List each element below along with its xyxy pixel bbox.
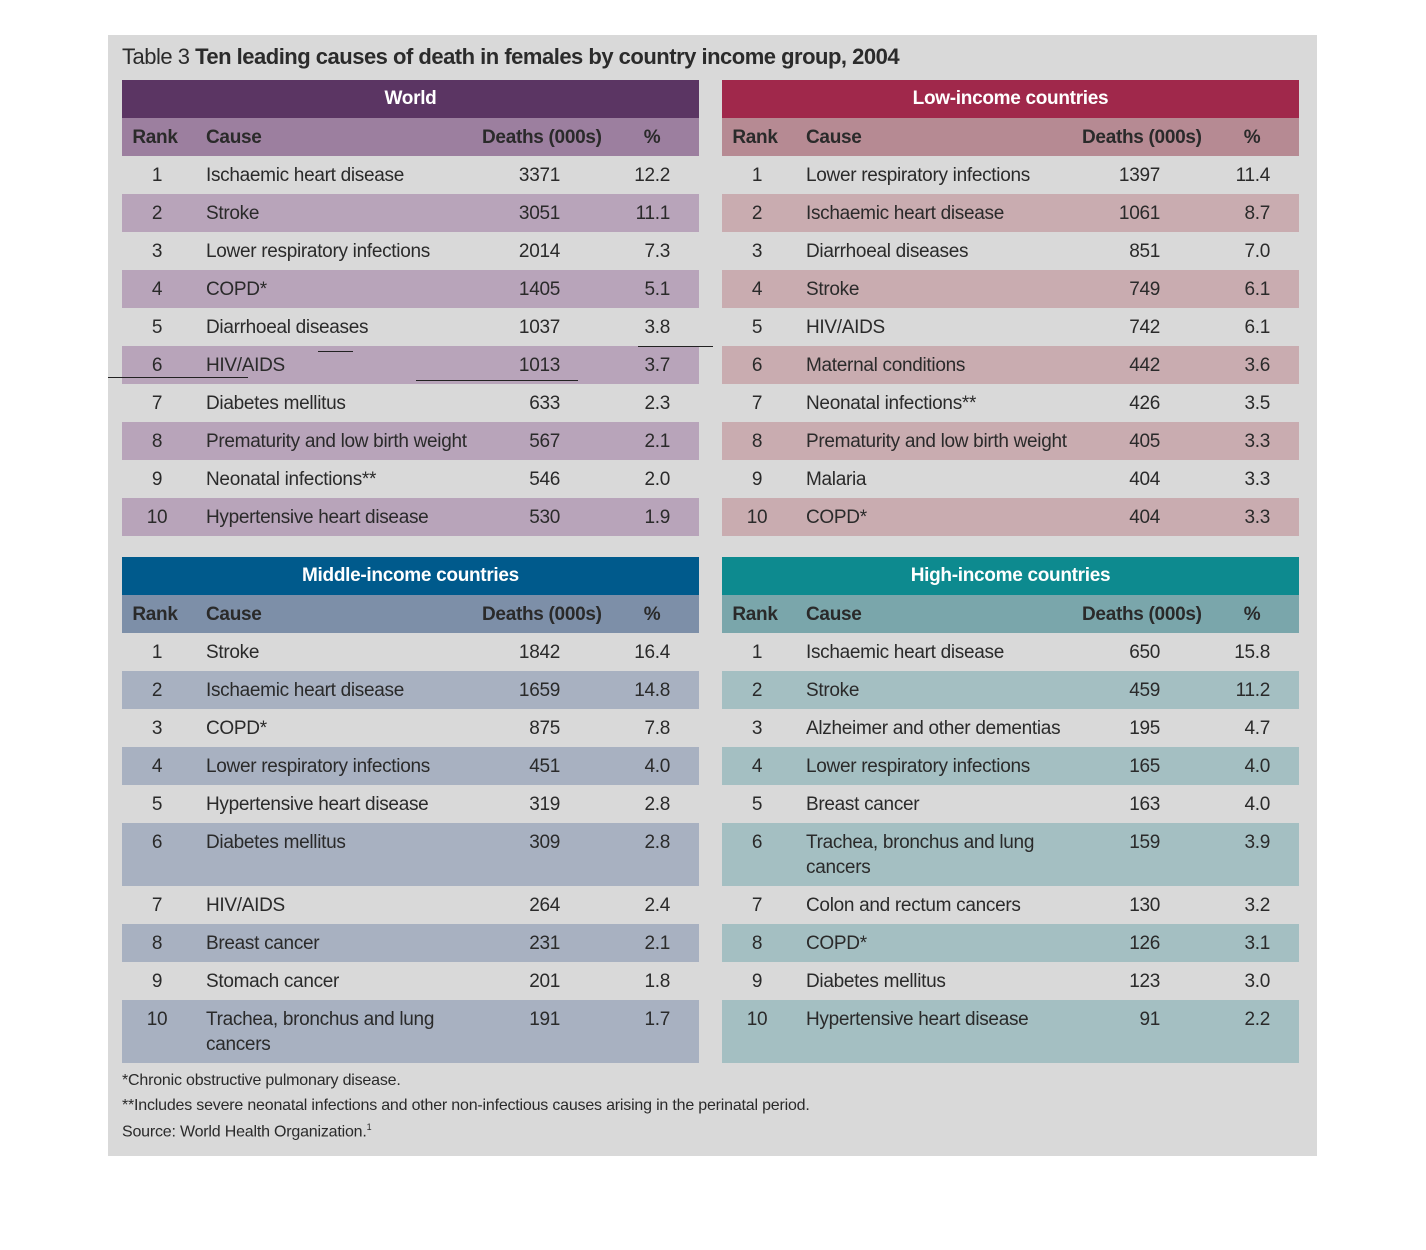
cell-pct: 4.0	[644, 756, 670, 777]
cell-pct: 1.9	[644, 507, 670, 528]
cell-pct: 5.1	[644, 279, 670, 300]
cell-pct: 11.4	[1235, 165, 1270, 186]
cell-cause: Trachea, bronchus and lung cancers	[206, 1009, 435, 1055]
cell-rank: 10	[746, 1009, 768, 1030]
cell-pct: 3.7	[644, 355, 670, 376]
table-title-text: Ten leading causes of death in females by country income group, 2004	[195, 44, 900, 69]
cell-deaths: 264	[529, 895, 560, 916]
cell-rank: 6	[151, 355, 163, 376]
cell-cause: Maternal conditions	[806, 355, 966, 376]
cell-cause: Lower respiratory infections	[206, 756, 430, 777]
cell-deaths: 1061	[1118, 203, 1160, 224]
cell-rank: 3	[751, 241, 763, 262]
table-row	[122, 270, 699, 308]
table-row	[122, 962, 699, 1000]
table-row	[722, 346, 1299, 384]
cell-deaths: 567	[529, 431, 560, 452]
table-row	[122, 747, 699, 785]
cell-cause: Ischaemic heart disease	[806, 203, 1004, 224]
cell-cause: Prematurity and low birth weight	[806, 431, 1067, 452]
cell-cause: Stroke	[206, 642, 260, 663]
cell-pct: 7.0	[1244, 241, 1270, 262]
cell-deaths: 165	[1129, 756, 1160, 777]
cell-deaths: 319	[529, 794, 560, 815]
cell-pct: 7.8	[644, 718, 670, 739]
cell-cause: Ischaemic heart disease	[206, 680, 404, 701]
column-header-deaths: Deaths (000s)	[482, 127, 602, 148]
rule-line	[108, 377, 248, 378]
table-row	[122, 633, 699, 671]
low-heading: Low-income countries	[722, 80, 1299, 118]
table-row	[722, 671, 1299, 709]
high-heading: High-income countries	[722, 557, 1299, 595]
column-header-cause: Cause	[806, 604, 862, 625]
table-row	[722, 747, 1299, 785]
cell-cause: Stroke	[806, 279, 860, 300]
cell-pct: 4.0	[1244, 794, 1270, 815]
cell-pct: 4.7	[1244, 718, 1270, 739]
cell-deaths: 159	[1129, 832, 1160, 853]
cell-cause: HIV/AIDS	[206, 355, 285, 376]
table-row	[722, 962, 1299, 1000]
cell-rank: 2	[751, 680, 763, 701]
column-header-deaths: Deaths (000s)	[482, 604, 602, 625]
cell-rank: 9	[151, 971, 163, 992]
cell-rank: 4	[751, 756, 763, 777]
cell-cause: Stroke	[206, 203, 260, 224]
cell-deaths: 3051	[518, 203, 560, 224]
column-header-pct: %	[643, 604, 661, 625]
column-header-pct: %	[643, 127, 661, 148]
cell-rank: 4	[151, 279, 163, 300]
world-heading: World	[122, 80, 699, 118]
footnote-source	[122, 1122, 371, 1141]
cell-pct: 14.8	[634, 680, 670, 701]
cell-rank: 8	[151, 431, 163, 452]
cell-pct: 15.8	[1234, 642, 1270, 663]
cell-deaths: 201	[529, 971, 560, 992]
cell-cause: Diabetes mellitus	[206, 393, 346, 414]
cell-cause: Malaria	[806, 469, 867, 490]
cell-cause: Stomach cancer	[206, 971, 340, 992]
cell-deaths: 195	[1129, 718, 1160, 739]
cell-rank: 4	[751, 279, 763, 300]
cell-pct: 2.0	[644, 469, 670, 490]
cell-deaths: 1405	[518, 279, 560, 300]
cell-cause: Diabetes mellitus	[806, 971, 946, 992]
cell-rank: 7	[151, 393, 163, 414]
cell-pct: 16.4	[634, 642, 670, 663]
cell-cause: COPD*	[206, 279, 267, 300]
table-row	[122, 232, 699, 270]
cell-cause: Diarrhoeal diseases	[806, 241, 969, 262]
cell-deaths: 404	[1129, 507, 1160, 528]
cell-rank: 7	[151, 895, 163, 916]
cell-rank: 6	[151, 832, 163, 853]
cell-deaths: 1037	[518, 317, 560, 338]
cell-deaths: 405	[1129, 431, 1160, 452]
table-row	[722, 194, 1299, 232]
cell-pct: 2.1	[644, 933, 670, 954]
cell-deaths: 231	[529, 933, 560, 954]
table-row	[722, 709, 1299, 747]
table-row	[722, 785, 1299, 823]
table-row	[122, 1000, 699, 1063]
cell-deaths: 123	[1129, 971, 1160, 992]
cell-deaths: 426	[1129, 393, 1160, 414]
cell-pct: 3.8	[644, 317, 670, 338]
column-header-rank: Rank	[132, 604, 178, 625]
cell-deaths: 130	[1129, 895, 1160, 916]
cell-rank: 5	[751, 317, 763, 338]
footnote-copd: *Chronic obstructive pulmonary disease.	[122, 1072, 401, 1089]
cell-rank: 5	[751, 794, 763, 815]
cell-cause: Diabetes mellitus	[206, 832, 346, 853]
table-row	[122, 156, 699, 194]
table-row	[722, 823, 1299, 886]
cell-rank: 3	[751, 718, 763, 739]
cell-deaths: 451	[529, 756, 560, 777]
cell-deaths: 749	[1129, 279, 1160, 300]
cell-pct: 12.2	[634, 165, 670, 186]
cell-cause: Ischaemic heart disease	[206, 165, 404, 186]
cell-cause: COPD*	[806, 507, 867, 528]
column-header-rank: Rank	[732, 127, 778, 148]
table-row	[722, 498, 1299, 536]
cell-pct: 2.4	[644, 895, 670, 916]
cell-rank: 9	[151, 469, 163, 490]
cell-pct: 6.1	[1244, 279, 1270, 300]
table-row	[722, 270, 1299, 308]
middle-heading: Middle-income countries	[122, 557, 699, 595]
cell-rank: 10	[146, 1009, 168, 1030]
cell-rank: 2	[151, 680, 163, 701]
cell-pct: 3.3	[1244, 469, 1270, 490]
cell-cause: HIV/AIDS	[206, 895, 285, 916]
table-row	[722, 384, 1299, 422]
table-row	[722, 460, 1299, 498]
cell-pct: 3.9	[1244, 832, 1270, 853]
cell-deaths: 163	[1129, 794, 1160, 815]
cell-cause: Neonatal infections**	[206, 469, 377, 490]
table-row	[122, 194, 699, 232]
cell-deaths: 546	[529, 469, 560, 490]
cell-deaths: 404	[1129, 469, 1160, 490]
cell-cause: Alzheimer and other dementias	[806, 718, 1061, 739]
cell-pct: 1.8	[644, 971, 670, 992]
column-header-row	[122, 595, 699, 633]
cell-cause: COPD*	[806, 933, 867, 954]
table-row	[122, 384, 699, 422]
rule-line	[318, 351, 353, 352]
high-income-table	[722, 557, 1299, 1063]
cell-cause: Prematurity and low birth weight	[206, 431, 467, 452]
table-title	[122, 44, 899, 70]
column-header-row	[722, 595, 1299, 633]
cell-pct: 2.8	[644, 794, 670, 815]
cell-pct: 3.3	[1244, 431, 1270, 452]
cell-deaths: 875	[529, 718, 560, 739]
table-row	[122, 346, 699, 384]
column-header-pct: %	[1243, 604, 1261, 625]
cell-deaths: 91	[1139, 1009, 1160, 1030]
rule-line	[416, 380, 578, 381]
cell-rank: 8	[751, 933, 763, 954]
cell-deaths: 126	[1129, 933, 1160, 954]
cell-deaths: 530	[529, 507, 560, 528]
cell-rank: 5	[151, 794, 163, 815]
column-header-rank: Rank	[732, 604, 778, 625]
cell-deaths: 1659	[518, 680, 560, 701]
cell-rank: 1	[151, 165, 163, 186]
cell-cause: Lower respiratory infections	[206, 241, 430, 262]
cell-pct: 3.0	[1244, 971, 1270, 992]
cell-rank: 3	[151, 241, 163, 262]
cell-rank: 7	[751, 895, 763, 916]
cell-cause: Lower respiratory infections	[806, 756, 1030, 777]
middle-income-table	[122, 557, 699, 1063]
cell-cause: HIV/AIDS	[806, 317, 885, 338]
cell-rank: 8	[751, 431, 763, 452]
cell-deaths: 633	[529, 393, 560, 414]
cell-pct: 3.3	[1244, 507, 1270, 528]
table-row	[122, 460, 699, 498]
column-header-pct: %	[1243, 127, 1261, 148]
cell-rank: 8	[151, 933, 163, 954]
cell-rank: 3	[151, 718, 163, 739]
cell-rank: 5	[151, 317, 163, 338]
cell-pct: 3.2	[1244, 895, 1270, 916]
table-row	[122, 924, 699, 962]
table-row	[122, 785, 699, 823]
table-row	[122, 498, 699, 536]
table-row	[122, 308, 699, 346]
cell-pct: 11.2	[1235, 680, 1270, 701]
cell-rank: 1	[751, 165, 763, 186]
cell-pct: 2.8	[644, 832, 670, 853]
cell-deaths: 851	[1129, 241, 1160, 262]
cell-rank: 2	[151, 203, 163, 224]
footnote-neonatal: **Includes severe neonatal infections and other non-infectious causes arising in the perinatal period.	[122, 1097, 810, 1114]
cell-rank: 4	[151, 756, 163, 777]
cell-pct: 3.6	[1244, 355, 1270, 376]
source-reference: 1	[366, 1122, 372, 1132]
cell-rank: 6	[751, 355, 763, 376]
cell-cause: Hypertensive heart disease	[806, 1009, 1029, 1030]
cell-deaths: 1842	[518, 642, 560, 663]
cell-pct: 6.1	[1244, 317, 1270, 338]
table-row	[122, 709, 699, 747]
cell-deaths: 459	[1129, 680, 1160, 701]
column-header-deaths: Deaths (000s)	[1082, 127, 1202, 148]
table-row	[722, 232, 1299, 270]
table-row	[722, 422, 1299, 460]
table-label: Table 3	[122, 44, 190, 69]
cell-rank: 2	[751, 203, 763, 224]
cell-cause: Trachea, bronchus and lung cancers	[806, 832, 1035, 878]
cell-cause: COPD*	[206, 718, 267, 739]
cell-cause: Diarrhoeal diseases	[206, 317, 369, 338]
column-header-cause: Cause	[806, 127, 862, 148]
table-row	[722, 1000, 1299, 1063]
cell-pct: 2.1	[644, 431, 670, 452]
cell-rank: 1	[151, 642, 163, 663]
cell-rank: 9	[751, 971, 763, 992]
cell-rank: 10	[746, 507, 768, 528]
table-row	[722, 924, 1299, 962]
cell-pct: 4.0	[1244, 756, 1270, 777]
table-row	[122, 671, 699, 709]
cell-pct: 2.2	[1244, 1009, 1270, 1030]
cell-deaths: 191	[529, 1009, 560, 1030]
cell-rank: 7	[751, 393, 763, 414]
column-header-deaths: Deaths (000s)	[1082, 604, 1202, 625]
cell-pct: 3.5	[1244, 393, 1270, 414]
cell-deaths: 309	[529, 832, 560, 853]
cell-deaths: 442	[1129, 355, 1160, 376]
cell-cause: Ischaemic heart disease	[806, 642, 1004, 663]
column-header-rank: Rank	[132, 127, 178, 148]
cell-pct: 3.1	[1244, 933, 1270, 954]
world-table	[122, 80, 699, 536]
table-row	[722, 156, 1299, 194]
cell-deaths: 650	[1129, 642, 1160, 663]
cell-pct: 1.7	[644, 1009, 670, 1030]
cell-rank: 9	[751, 469, 763, 490]
cell-pct: 11.1	[635, 203, 670, 224]
cell-cause: Hypertensive heart disease	[206, 507, 429, 528]
cell-pct: 2.3	[644, 393, 670, 414]
cell-cause: Neonatal infections**	[806, 393, 977, 414]
cell-deaths: 1013	[518, 355, 560, 376]
cell-deaths: 3371	[518, 165, 560, 186]
cell-deaths: 2014	[518, 241, 560, 262]
cell-rank: 1	[751, 642, 763, 663]
table-row	[722, 633, 1299, 671]
cell-cause: Stroke	[806, 680, 860, 701]
cell-rank: 6	[751, 832, 763, 853]
rule-line	[638, 346, 713, 347]
column-header-cause: Cause	[206, 604, 262, 625]
cell-cause: Lower respiratory infections	[806, 165, 1030, 186]
column-header-row	[122, 118, 699, 156]
table-row	[122, 422, 699, 460]
table-row	[122, 886, 699, 924]
cell-pct: 7.3	[644, 241, 670, 262]
cell-cause: Hypertensive heart disease	[206, 794, 429, 815]
cell-cause: Colon and rectum cancers	[806, 895, 1021, 916]
low-income-table	[722, 80, 1299, 536]
source-text: Source: World Health Organization.	[122, 1123, 367, 1141]
cell-cause: Breast cancer	[806, 794, 920, 815]
table-row	[722, 886, 1299, 924]
cell-rank: 10	[146, 507, 168, 528]
table-row	[122, 823, 699, 886]
column-header-cause: Cause	[206, 127, 262, 148]
cell-deaths: 1397	[1118, 165, 1160, 186]
cell-pct: 8.7	[1244, 203, 1270, 224]
table-row	[722, 308, 1299, 346]
cell-cause: Breast cancer	[206, 933, 320, 954]
cell-deaths: 742	[1129, 317, 1160, 338]
column-header-row	[722, 118, 1299, 156]
